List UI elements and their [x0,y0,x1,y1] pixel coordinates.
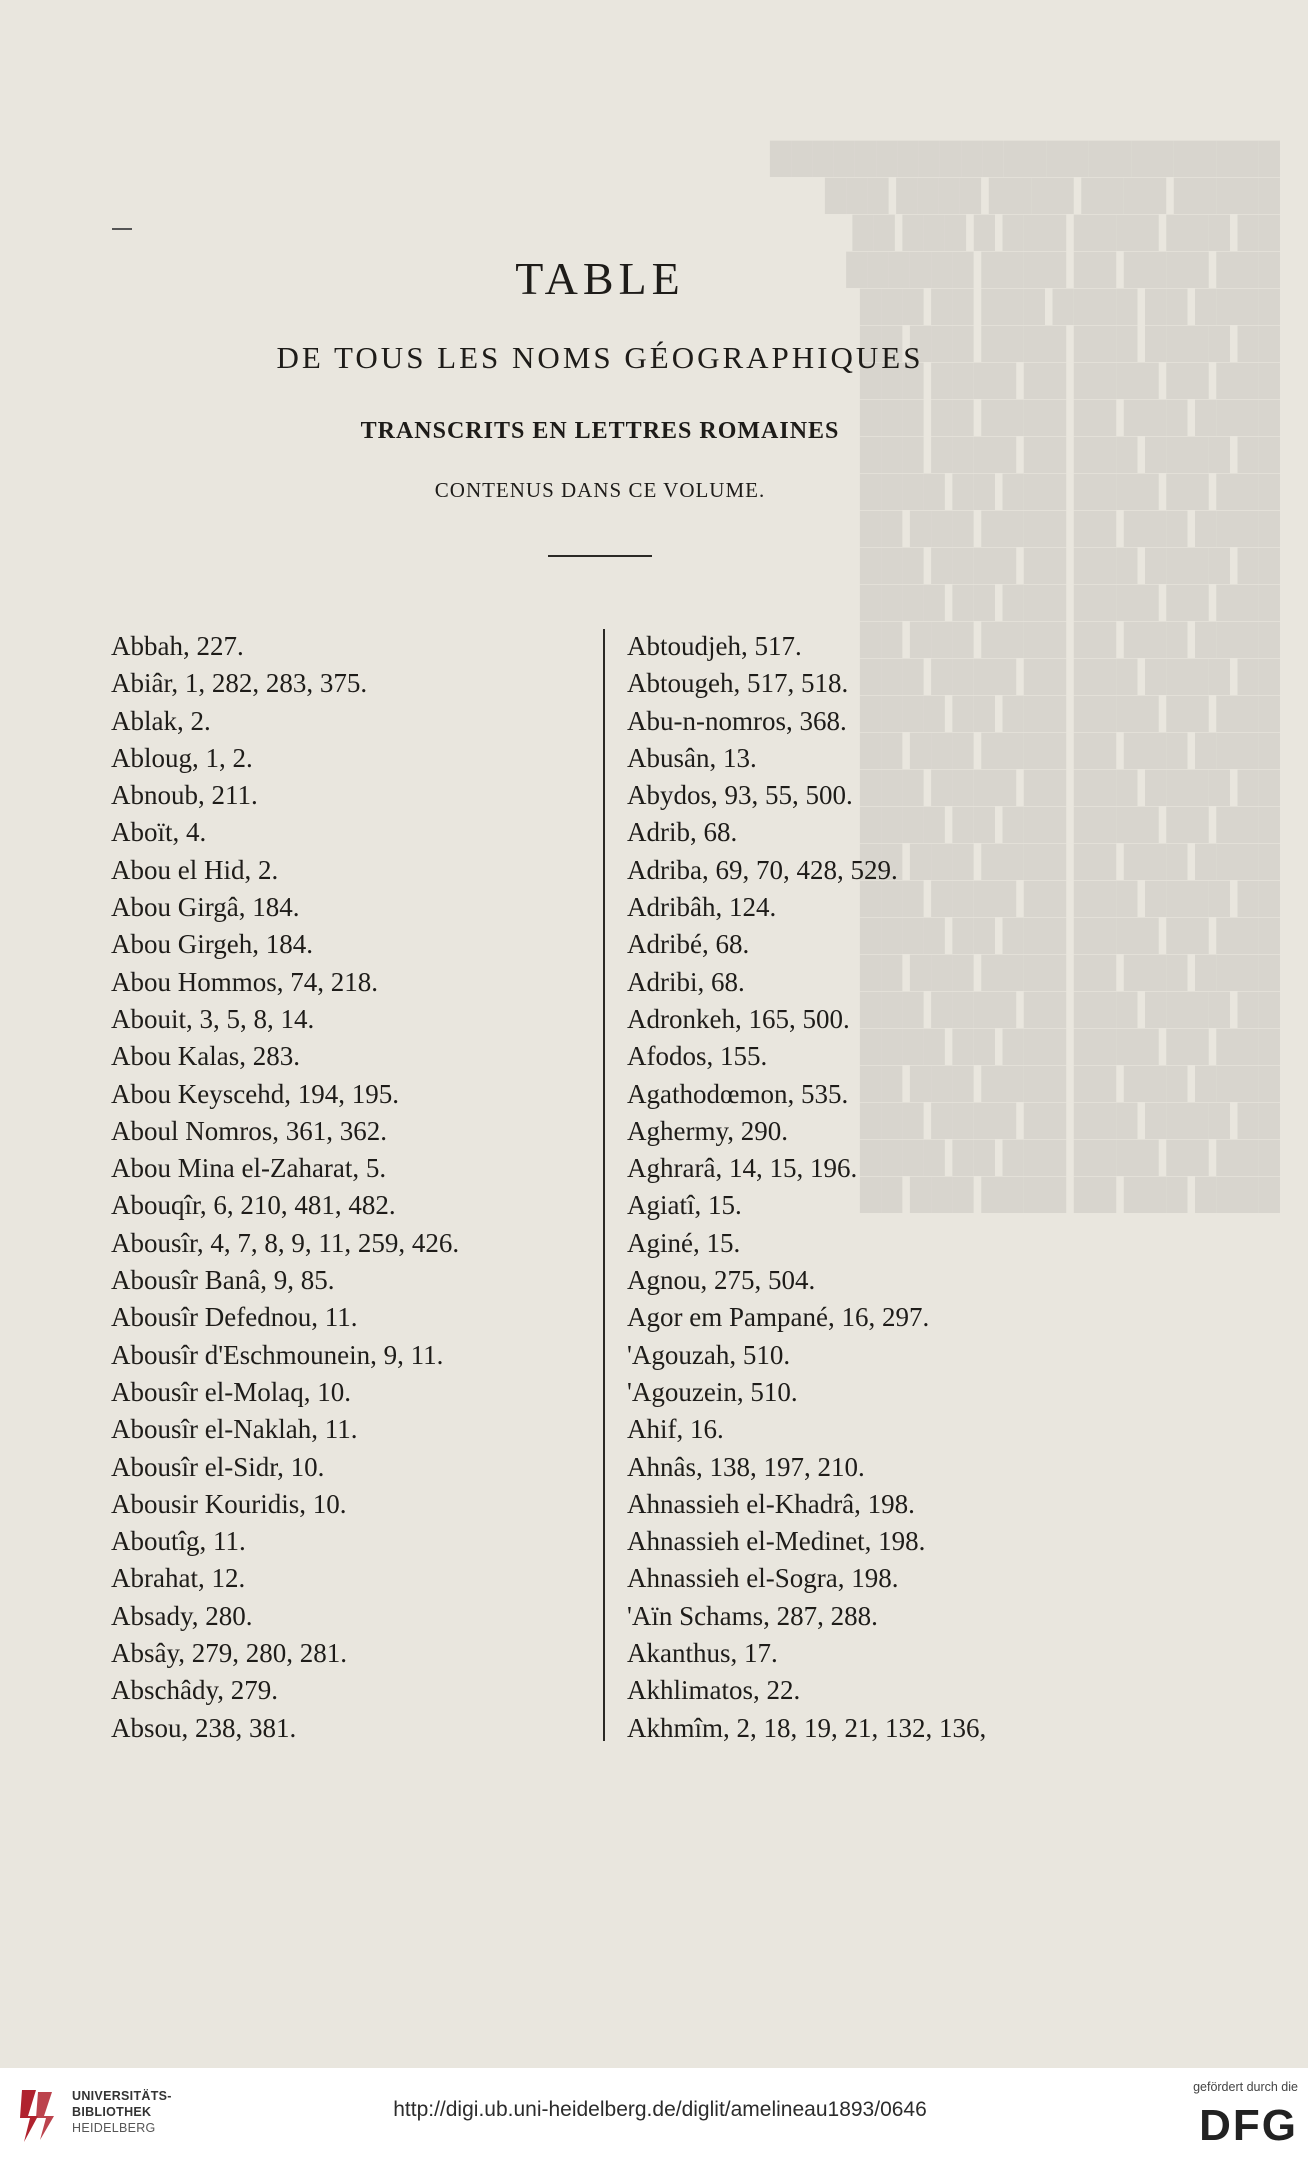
index-entry: Abusân, 13. [627,742,757,773]
index-entry: Ahnâs, 138, 197, 210. [627,1451,865,1482]
index-entry: Abnoub, 211. [111,780,258,811]
index-entry: Abydos, 93, 55, 500. [627,780,853,811]
index-entry: Abou Kalas, 283. [111,1041,300,1072]
page-subtitle: DE TOUS LES NOMS GÉOGRAPHIQUES [276,340,924,375]
index-entry: Agathodœmon, 535. [627,1078,849,1109]
library-line-2: BIBLIOTHEK [72,2105,152,2119]
index-entry: Abouit, 3, 5, 8, 14. [111,1003,315,1034]
page-title: TABLE [515,253,685,304]
index-entry: Abouqîr, 6, 210, 481, 482. [111,1190,396,1221]
index-entry: Aboutîg, 11. [111,1526,246,1557]
index-entry: Absây, 279, 280, 281. [111,1638,347,1669]
index-entry: Abou Girgeh, 184. [111,929,313,960]
heading-line-4: CONTENUS DANS CE VOLUME. [434,478,766,502]
index-entry: Adribi, 68. [627,966,745,997]
index-entry: Aboul Nomros, 361, 362. [111,1115,387,1146]
index-entry: Adronkeh, 165, 500. [627,1003,850,1034]
index-column-left [111,628,459,1747]
index-entry: Akanthus, 17. [627,1638,778,1669]
index-entry: Abou el Hid, 2. [111,854,279,885]
index-entry: Absou, 238, 381. [111,1712,297,1743]
index-entry: Ahnassieh el-Khadrâ, 198. [627,1488,915,1519]
index-entry: Abousîr el-Molaq, 10. [111,1376,351,1407]
library-line-3: HEIDELBERG [72,2121,156,2135]
index-entry: Ahnassieh el-Medinet, 198. [627,1526,926,1557]
margin-mark [112,228,132,230]
index-entry: Abrahat, 12. [111,1563,246,1594]
index-entry: Abousîr, 4, 7, 8, 9, 11, 259, 426. [111,1227,460,1258]
index-entry: Abou Mina el-Zaharat, 5. [111,1153,387,1184]
index-entry: Abou Hommos, 74, 218. [111,966,379,997]
index-entry: Adribâh, 124. [627,892,777,923]
index-entry: Abou Keyscehd, 194, 195. [111,1078,399,1109]
index-entry: Aghrarâ, 14, 15, 196. [627,1153,858,1184]
index-entry: Abousîr Banâ, 9, 85. [111,1265,335,1296]
index-entry: Abousîr el-Sidr, 10. [111,1451,325,1482]
index-entry: Absady, 280. [111,1600,253,1631]
index-entry: Abousîr Defednou, 11. [111,1302,358,1333]
index-entry: Agiatî, 15. [627,1190,742,1221]
index-column-right [627,628,986,1747]
index-entry: Abu-n-nomros, 368. [627,705,847,736]
index-entry: 'Agouzah, 510. [627,1339,791,1370]
bleed-through-texture: ████████████████████████ █████ ████ ████ ████ ███ ██ ███ ████ ███ █ ███ ██ ███ ████ ██ ████ ██████ ████ ██ ████ ███ ██ ███ ██ ████ ███ ████ ███ ██ ███ ██ ████ ██ ████ ███ ████ ███ ██ ████ ██ ███ ██ ████ ███ ██ ████ ███ ███ ██ ████ ███ ██ ████ ████ ███ ██ ████ ███ ██ ██ ████ ███ ██ ████ ███ ███ ██ ████ ███ ██ ████ ████ ███ ██ ████ ███ ██ ██ ████ ███ ██ ████ ███ ███ ██ ████ ███ ██ ████ ████ ███ ██ ████ ███ ██ ██ ████ ███ ██ ████ ███ ███ ██ ████ ███ ██ ████ ████ ███ ██ ████ ███ ██ ██ ████ ███ ██ ████ ███ ███ ██ ████ ███ ██ ████ ████ ███ ██ ████ ███ ██ ██ ████ ███ ██ ████ ███ ███ ██ ████ ███ ██ ████ ████ ███ ██ ████ ███ ██ ██ ████ ███ ██ ████ ███ ███ ██ ████ ███ ██ ████ ████ ███ ██ ████ ███ ██ [769,142,1280,1211]
index-entry: Abbah, 227. [111,631,244,661]
permalink-url[interactable]: http://digi.ub.uni-heidelberg.de/diglit/amelineau1893/0646 [393,2098,927,2121]
index-entry: Abloug, 1, 2. [111,742,253,773]
index-entry: Aboït, 4. [111,817,207,848]
library-line-1: UNIVERSITÄTS- [72,2089,172,2103]
index-entry: Aghermy, 290. [627,1115,788,1146]
index-entry: 'Aïn Schams, 287, 288. [627,1600,878,1631]
index-entry: Afodos, 155. [627,1041,768,1072]
library-name [72,2088,172,2136]
index-entry: Ahif, 16. [627,1414,724,1445]
index-entry: Aginé, 15. [627,1227,741,1258]
index-entry: Abousîr el-Naklah, 11. [111,1414,358,1445]
index-entry: Abou Girgâ, 184. [111,892,300,923]
index-entry: Akhmîm, 2, 18, 19, 21, 132, 136, [627,1712,987,1743]
index-entry: Adriba, 69, 70, 428, 529. [627,854,898,885]
index-entry: Abiâr, 1, 282, 283, 375. [111,668,368,699]
university-logo-icon [14,2086,60,2144]
index-entry: Ahnassieh el-Sogra, 198. [627,1563,899,1594]
index-entry: Adrib, 68. [627,817,738,848]
index-entry: Agnou, 275, 504. [627,1265,816,1296]
index-entry: Abtougeh, 517, 518. [627,668,849,699]
index-entry: Abtoudjeh, 517. [627,631,802,661]
heading-line-3: TRANSCRITS EN LETTRES ROMAINES [360,418,840,444]
dfg-logo: DFG [1199,2101,1298,2150]
column-divider [603,629,605,1741]
sponsor-text: gefördert durch die [1193,2080,1298,2094]
index-entry: Abousir Kouridis, 10. [111,1488,347,1519]
index-entry: 'Agouzein, 510. [627,1376,798,1407]
index-entry: Akhlimatos, 22. [627,1675,801,1706]
viewer-footer [0,2068,1308,2161]
index-entry: Adribé, 68. [627,929,750,960]
index-entry: Ablak, 2. [111,705,211,736]
index-entry: Agor em Pampané, 16, 297. [627,1302,930,1333]
index-entry: Abschâdy, 279. [111,1675,278,1706]
index-entry: Abousîr d'Eschmounein, 9, 11. [111,1339,444,1370]
heading-rule [548,555,652,557]
